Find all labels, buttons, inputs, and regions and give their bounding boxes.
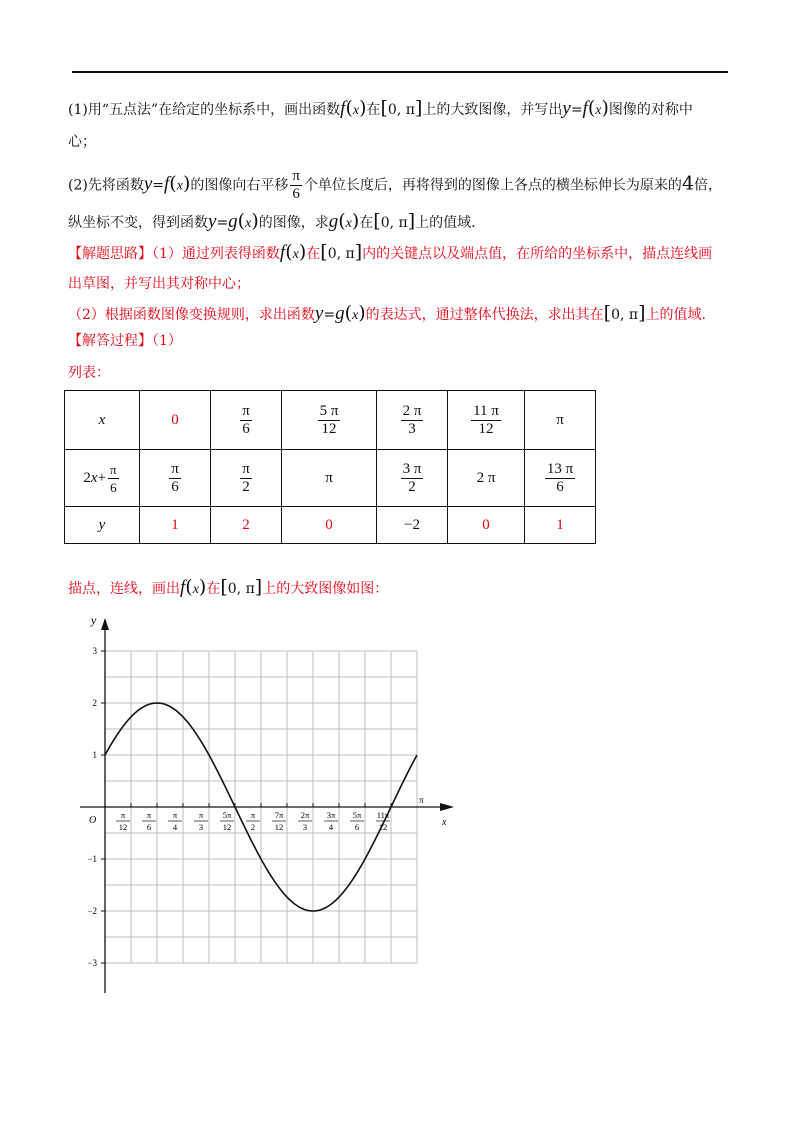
table-cell: $\frac{\pi}{6}$	[211, 391, 282, 450]
table-head-y: y	[65, 507, 140, 544]
table-cell: 1	[140, 507, 211, 544]
x-tick-denominator: 2	[250, 822, 256, 832]
y-tick-label: −3	[87, 958, 97, 968]
y-tick-label: −1	[87, 854, 97, 864]
table-cell: π	[525, 391, 596, 450]
sine-graph	[80, 600, 470, 1000]
table-cell: 0	[282, 507, 377, 544]
y-tick-label: 3	[92, 646, 97, 656]
x-tick-denominator: 12	[118, 822, 128, 832]
x-tick-denominator: 6	[146, 822, 152, 832]
x-axis-arrow	[440, 803, 454, 811]
y-tick-label: 1	[92, 750, 97, 760]
x-tick-numerator: 7π	[274, 810, 284, 820]
x-tick-numerator: 5π	[222, 810, 232, 820]
table-cell: $\frac{\pi}{2}$	[211, 450, 282, 507]
table-head-x: x	[65, 391, 140, 450]
x-tick-numerator: π	[198, 810, 204, 820]
value-table	[64, 390, 596, 544]
origin-label: O	[89, 815, 97, 826]
x-tick-numerator: 5π	[352, 810, 362, 820]
question-1-line1: (1)用“五点法”在给定的坐标系中，画出函数f(x)在[0, π]上的大致图像，并写出y=f(x)图像的对称中	[68, 97, 693, 119]
table-cell: π	[282, 450, 377, 507]
plot-caption: 描点，连线，画出f(x)在[0, π]上的大致图像如图：	[68, 576, 389, 598]
table-cell: 1	[525, 507, 596, 544]
table-row-x	[65, 391, 596, 450]
solution-idea-line2: 出草图，并写出其对称中心；	[68, 276, 250, 292]
question-2-line2: 纵坐标不变，得到函数y=g(x)的图像，求g(x)在[0, π]上的值域.	[68, 210, 476, 232]
y-axis-arrow	[101, 618, 109, 630]
solution-idea-line1: 【解题思路】（1）通过列表得函数f(x)在[0, π]内的关键点以及端点值，在所给的坐标系中，描点连线画	[68, 241, 713, 263]
question-2-line1: (2)先将函数y=f(x)的图像向右平移 $\frac{\pi}{6}$ 个单位长度后，再将得到的图像上各点的横坐标伸长为原来的4倍，	[68, 168, 723, 202]
table-cell: $\frac{3 \pi}{2}$	[377, 450, 448, 507]
x-axis-label: x	[442, 817, 447, 828]
x-tick-numerator: π	[146, 810, 152, 820]
x-tick-denominator: 12	[222, 822, 232, 832]
x-tick-denominator: 3	[198, 822, 204, 832]
table-cell: 2	[211, 507, 282, 544]
table-head-2x-plus-pi6: 2x+ $\frac{\pi}{6}$	[65, 450, 140, 507]
tick-labels	[87, 613, 447, 968]
y-axis-label: y	[91, 613, 97, 627]
x-tick-numerator: π	[172, 810, 178, 820]
x-tick-numerator: 3π	[326, 810, 336, 820]
table-row-y	[65, 507, 596, 544]
x-tick-denominator: 12	[274, 822, 284, 832]
solution-process-label: 【解答过程】（1）	[68, 333, 182, 349]
table-cell: 0	[448, 507, 525, 544]
x-tick-denominator: 3	[302, 822, 308, 832]
table-cell: $\frac{\pi}{6}$	[140, 450, 211, 507]
table-cell: $\frac{11 \pi}{12}$	[448, 391, 525, 450]
x-tick-denominator: 6	[354, 822, 360, 832]
y-tick-label: 2	[92, 698, 97, 708]
table-cell: $\frac{5 \pi}{12}$	[282, 391, 377, 450]
x-tick-denominator: 12	[378, 822, 388, 832]
x-tick-numerator: π	[120, 810, 126, 820]
table-cell: 0	[140, 391, 211, 450]
table-cell: −2	[377, 507, 448, 544]
table-row-2x	[65, 450, 596, 507]
table-cell: $\frac{2 \pi}{3}$	[377, 391, 448, 450]
x-tick-denominator: 4	[328, 822, 334, 832]
pi-over-6-fraction: $\frac{\pi}{6}$	[292, 168, 300, 202]
x-tick-denominator: 4	[172, 822, 178, 832]
y-tick-label: −2	[87, 906, 97, 916]
x-tick-numerator: 11π	[376, 810, 390, 820]
x-tick-numerator: 2π	[300, 810, 310, 820]
solution-idea-line3: （2）根据函数图像变换规则，求出函数y=g(x)的表达式，通过整体代换法，求出其在[0, π]上的值域.	[68, 302, 706, 324]
list-label: 列表：	[68, 365, 110, 381]
table-cell: 2 π	[448, 450, 525, 507]
table-cell: $\frac{13 \pi}{6}$	[525, 450, 596, 507]
question-1-line2: 心；	[68, 134, 96, 150]
top-rule	[72, 71, 728, 73]
x-end-tick-label: π	[419, 795, 424, 805]
x-tick-numerator: π	[250, 810, 256, 820]
